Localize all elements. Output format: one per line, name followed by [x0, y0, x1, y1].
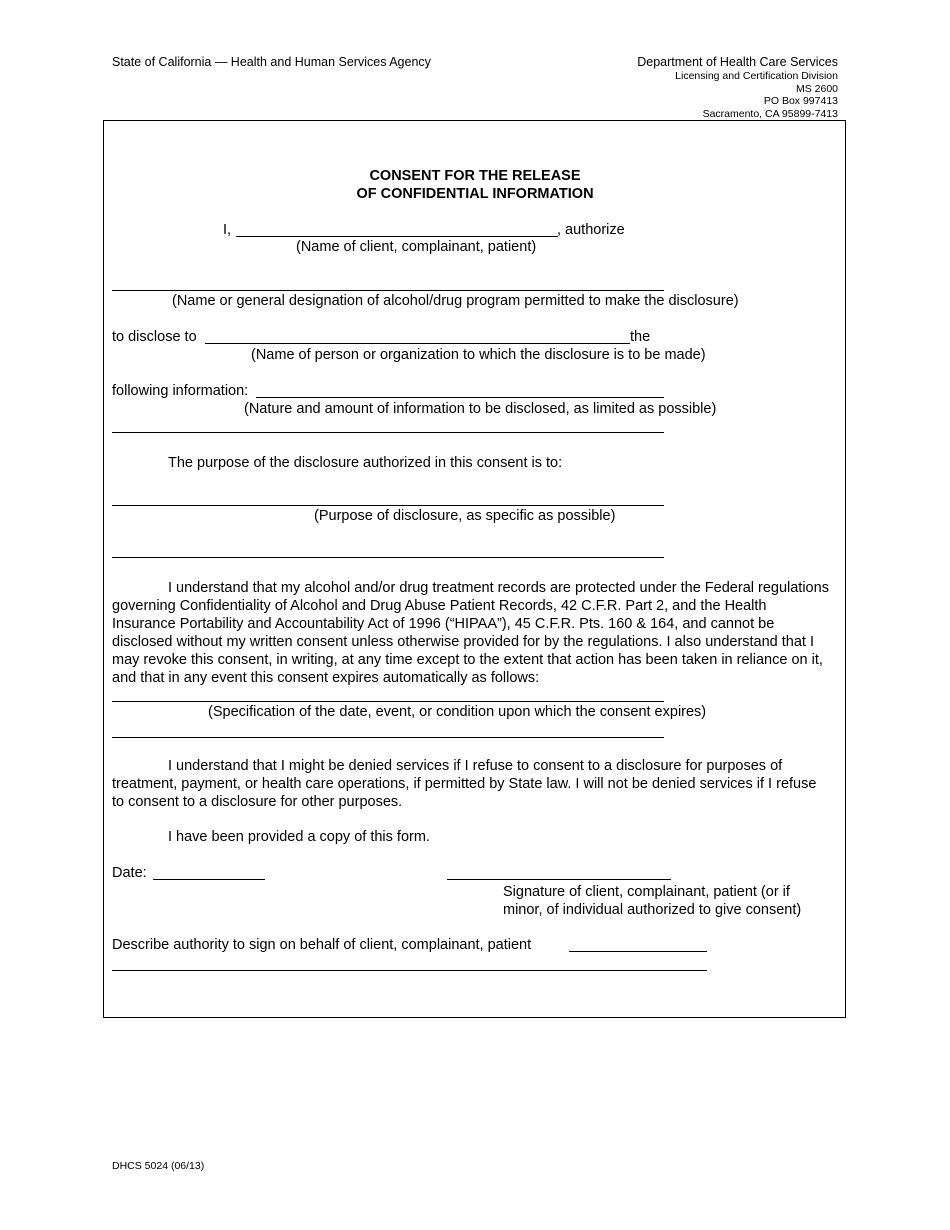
form-title-line2: OF CONFIDENTIAL INFORMATION [356, 186, 594, 202]
form-title [0, 167, 950, 203]
signature-caption [503, 883, 801, 919]
authority-line[interactable] [569, 951, 707, 952]
signature-caption-line2: minor, of individual authorized to give consent) [503, 902, 802, 918]
denied-text: I understand that I might be denied services if I refuse to consent to a disclosure for purposes of treatment, payment, or health care operations, if permitted by State law. I will not be denied services if I refuse to consent to a disclosure for other purposes. [112, 758, 817, 810]
signature-line[interactable] [447, 879, 671, 880]
signature-caption-line1: Signature of client, complainant, patient (or if [503, 884, 790, 900]
information-line-2[interactable] [112, 432, 664, 433]
to-disclose-label: to disclose to [112, 329, 197, 345]
program-name-line[interactable] [112, 290, 664, 291]
denied-paragraph [112, 757, 832, 811]
the-text: the [630, 329, 651, 345]
expiration-caption: (Specification of the date, event, or condition upon which the consent expires) [208, 704, 707, 720]
authorize-text: , authorize [557, 222, 625, 238]
purpose-line[interactable] [112, 505, 664, 506]
recipient-caption: (Name of person or organization to which the disclosure is to be made) [251, 347, 706, 363]
i-prefix: I, [223, 222, 232, 238]
recipient-line[interactable] [205, 343, 630, 344]
department-address [637, 55, 838, 120]
understanding-text: I understand that my alcohol and/or drug treatment records are protected under the Federal regulations governing Confidentiality of Alcohol and Drug Abuse Patient Records, 42 C.F.R. Part 2, and the Health Insurance Portability and Accountability Act of 1996 (“HIPAA”), 45 C.F.R. Pts. 160 & 164, and cannot be disclosed without my written consent unless otherwise provided for by the regulations. I also understand that I may revoke this consent, in writing, at any time except to the extent that action has been taken in reliance on it, and that in any event this consent expires automatically as follows: [112, 580, 829, 686]
po-box: PO Box 997413 [763, 95, 838, 107]
purpose-intro: The purpose of the disclosure authorized in this consent is to: [168, 455, 563, 471]
date-label: Date: [112, 865, 147, 881]
following-info-label: following information: [112, 383, 249, 399]
expiration-line[interactable] [112, 701, 664, 702]
authority-line-2[interactable] [112, 970, 707, 971]
client-name-caption: (Name of client, complainant, patient) [296, 239, 537, 255]
form-number: DHCS 5024 (06/13) [112, 1160, 205, 1172]
department-name: Department of Health Care Services [637, 55, 838, 69]
city-zip: Sacramento, CA 95899-7413 [702, 107, 838, 120]
authority-label: Describe authority to sign on behalf of client, complainant, patient [112, 937, 532, 953]
purpose-line-2[interactable] [112, 557, 664, 558]
information-line[interactable] [256, 397, 664, 398]
program-caption: (Name or general designation of alcohol/drug program permitted to make the disclosure) [172, 293, 739, 309]
client-name-line[interactable] [236, 236, 558, 237]
agency-name: State of California — Health and Human Services Agency [112, 55, 431, 69]
mail-stop: MS 2600 [795, 82, 838, 95]
division-name: Licensing and Certification Division [675, 70, 838, 82]
understanding-paragraph [112, 579, 832, 687]
purpose-caption: (Purpose of disclosure, as specific as possible) [314, 508, 616, 524]
expiration-line-2[interactable] [112, 737, 664, 738]
copy-provided-text: I have been provided a copy of this form. [168, 829, 430, 845]
date-line[interactable] [153, 879, 265, 880]
nature-caption: (Nature and amount of information to be disclosed, as limited as possible) [244, 401, 717, 417]
form-title-line1: CONSENT FOR THE RELEASE [369, 168, 581, 184]
